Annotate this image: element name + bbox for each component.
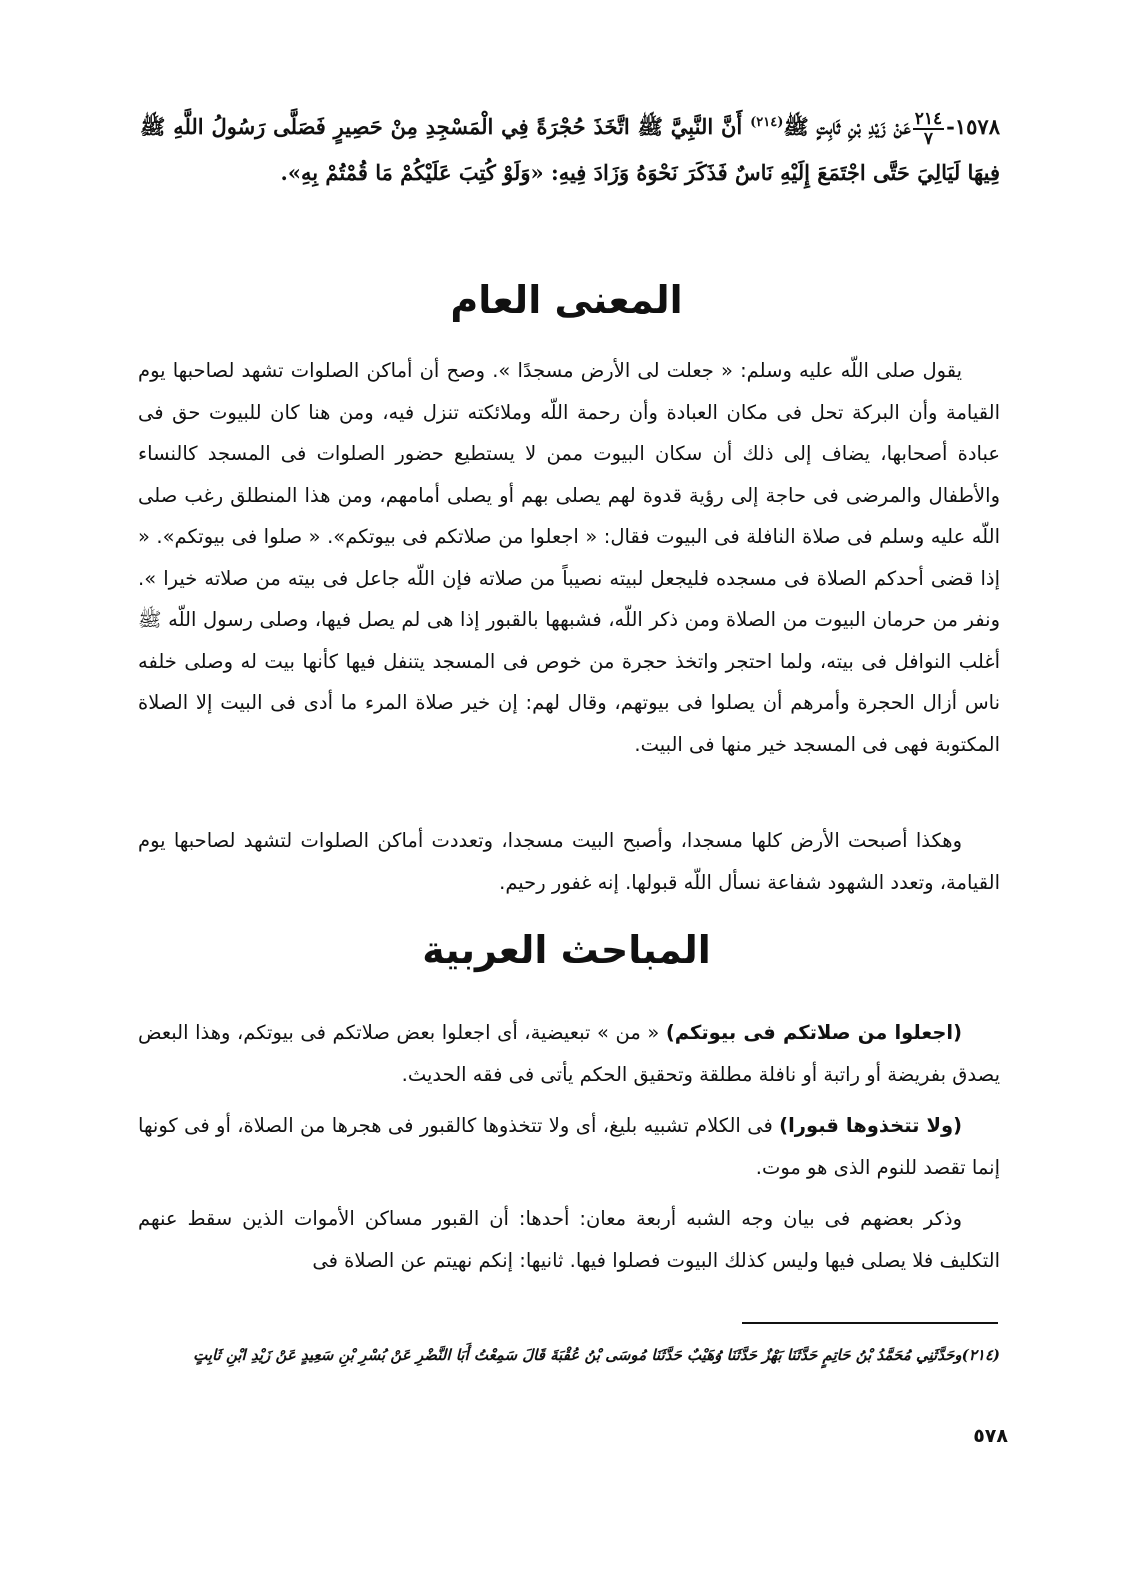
general-meaning-paragraph-1 — [138, 350, 1000, 765]
general-meaning-paragraph-2 — [138, 820, 1000, 903]
footnote-divider — [742, 1322, 998, 1324]
hadith-body: أَنَّ النَّبِيَّ ﷺ اتَّخَذَ حُجْرَةً فِي الْمَسْجِدِ مِنْ حَصِيرٍ فَصَلَّى رَسُولُ اللَّهِ ﷺ فِيهَا لَيَالِيَ حَتَّى اجْتَمَعَ إِلَيْهِ نَاسٌ فَذَكَرَ نَحْوَهُ وَزَادَ فِيهِ: «وَلَوْ كُتِبَ عَلَيْكُمْ مَا قُمْتُمْ بِهِ». — [140, 114, 1000, 185]
arabic-studies-paragraph-3: وذكر بعضهم فى بيان وجه الشبه أربعة معان: أحدها: أن القبور مساكن الأموات الذين سقط عنهم التكليف فلا يصلى فيها وليس كذلك البيوت فصلوا فيها. ثانيها: إنكم نهيتم عن الصلاة فى — [138, 1207, 1000, 1272]
term-explanation: فى الكلام تشبيه بليغ، أى ولا تتخذوها كالقبور فى هجرها من الصلاة، أو فى كونها إنما تقصد للنوم الذى هو موت. — [138, 1114, 1000, 1179]
arabic-studies-paragraph-2 — [138, 1105, 1000, 1188]
paragraph-text: يقول صلى اللّه عليه وسلم: « جعلت لى الأرض مسجدًا ». وصح أن أماكن الصلوات تشهد لصاحبها يوم القيامة وأن البركة تحل فى مكان العبادة وأن رحمة اللّه وملائكته تنزل فيه، ومن هنا كان للبيوت حق فى عبادة أصحابها، يضاف إلى ذلك أن سكان البيوت ممن لا يستطيع حضور الصلوات فى المسجد كالنساء والأطفال والمرضى فى حاجة إلى رؤية قدوة لهم يصلى بهم أو يصلى أمامهم، ومن هذا المنطلق رغب صلى اللّه عليه وسلم فى صلاة النافلة فى البيوت فقال: « اجعلوا من صلاتكم فى بيوتكم». « صلوا فى بيوتكم». « إذا قضى أحدكم الصلاة فى مسجده فليجعل لبيته نصيباً من صلاته فإن اللّه جاعل فى بيته من صلاته خيرا ». ونفر من حرمان البيوت من الصلاة ومن ذكر اللّه، فشبهها بالقبور إذا هى لم يصل فيها، وصلى رسول اللّه ﷺ أغلب النوافل فى بيته، ولما احتجر واتخذ حجرة من خوص فى المسجد يتنفل فيها كأنها بيت له وصلى خلفه ناس أزال الحجرة وأمرهم أن يصلوا فى بيوتهم، وقال لهم: إن خير صلاة المرء ما أدى فى البيت إلا الصلاة المكتوبة فهى فى المسجد خير منها فى البيت. — [138, 359, 1000, 756]
hadith-reference — [913, 110, 944, 148]
hadith-narrator: عَنْ زَيْدِ بْنِ ثَابِتٍ ﷺ — [783, 114, 911, 139]
hadith-reference-bottom: ٧ — [923, 128, 934, 149]
term-heading: (اجعلوا من صلاتكم فى بيوتكم) — [665, 1021, 962, 1044]
arabic-studies-body — [138, 1012, 1000, 1291]
hadith-text — [140, 100, 1000, 196]
footnote: (٢١٤)وحَدَّثَنِي مُحَمَّدُ بْنُ حَاتِمٍ حَدَّثَنَا بَهْزٌ حَدَّثَنَا وُهَيْبٌ حَدَّثَنَا مُوسَى بْنُ عُقْبَةَ قَالَ سَمِعْتُ أَبَا النَّضْرِ عَنْ بُسْرِ بْنِ سَعِيدٍ عَنْ زَيْدِ ابْنِ ثَابِتٍ — [193, 1346, 1000, 1364]
paragraph-text: وهكذا أصبحت الأرض كلها مسجدا، وأصبح البيت مسجدا، وتعددت أماكن الصلوات لتشهد لصاحبها يوم القيامة، وتعدد الشهود شفاعة نسأل اللّه قبولها. إنه غفور رحيم. — [138, 829, 1000, 894]
section-title-general-meaning: المعنى العام — [450, 278, 683, 322]
section-title-arabic-studies: المباحث العربية — [422, 928, 711, 972]
arabic-studies-paragraph-1 — [138, 1012, 1000, 1095]
term-explanation: « من » تبعيضية، أى اجعلوا بعض صلاتكم فى بيوتكم، وهذا البعض يصدق بفريضة أو راتبة أو نافلة مطلقة وتحقيق الحكم يأتى فى فقه الحديث. — [138, 1021, 1000, 1086]
page-number: ٥٧٨ — [973, 1425, 1008, 1447]
footnote-marker: (٢١٤) — [750, 115, 784, 130]
term-heading: (ولا تتخذوها قبورا) — [779, 1114, 962, 1137]
hadith-number: ١٥٧٨- — [946, 114, 1000, 139]
hadith-reference-top: ٢١٤ — [914, 108, 943, 129]
